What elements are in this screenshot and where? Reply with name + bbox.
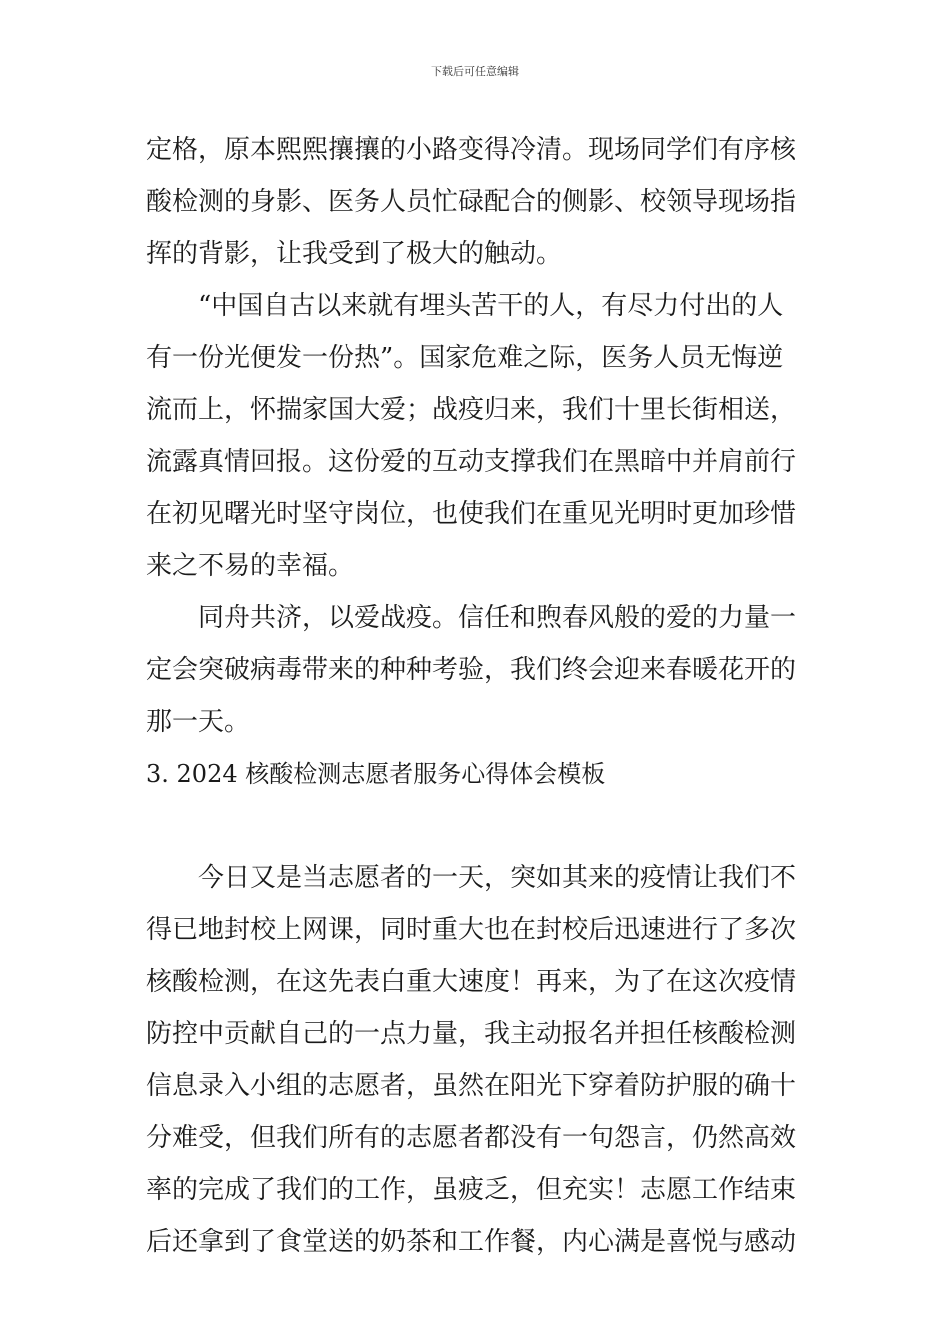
paragraph-3 (146, 592, 816, 748)
text-line: 分难受，但我们所有的志愿者都没有一句怨言，仍然高效 (146, 1123, 797, 1153)
text-line: 信息录入小组的志愿者，虽然在阳光下穿着防护服的确十 (146, 1071, 797, 1101)
text-line: 防控中贡献自己的一点力量，我主动报名并担任核酸检测 (146, 1019, 797, 1049)
paragraph-2 (146, 280, 816, 592)
text-line: 核酸检测，在这先表白重大速度！再来，为了在这次疫情 (146, 967, 797, 997)
document-body (146, 124, 816, 1268)
text-line: 有一份光便发一份热”。国家危难之际，医务人员无悔逆 (146, 343, 784, 373)
text-line: 同舟共济，以爱战疫。信任和煦春风般的爱的力量一 (198, 603, 797, 633)
text-line: 来之不易的幸福。 (146, 551, 355, 581)
page-header-note: 下载后可任意编辑 (431, 65, 519, 78)
text-line: 今日又是当志愿者的一天，突如其来的疫情让我们不 (198, 863, 797, 893)
text-line: 流而上，怀揣家国大爱；战疫归来，我们十里长街相送， (146, 395, 797, 425)
text-line: 酸检测的身影、医务人员忙碌配合的侧影、校领导现场指 (146, 187, 797, 217)
paragraph-1 (146, 124, 816, 280)
text-line: 在初见曙光时坚守岗位，也使我们在重见光明时更加珍惜 (146, 499, 797, 529)
text-line: 定格，原本熙熙攘攘的小路变得冷清。现场同学们有序核 (146, 135, 797, 165)
text-line: 后还拿到了食堂送的奶茶和工作餐，内心满是喜悦与感动 (146, 1227, 797, 1257)
text-line: 那一天。 (146, 707, 251, 737)
text-line: 定会突破病毒带来的种种考验，我们终会迎来春暖花开的 (146, 655, 797, 685)
text-line: 率的完成了我们的工作，虽疲乏，但充实！志愿工作结束 (146, 1175, 797, 1205)
section-heading: 3. 2024 核酸检测志愿者服务心得体会模板 (146, 760, 606, 788)
text-line: 挥的背影，让我受到了极大的触动。 (146, 239, 563, 269)
text-line: 得已地封校上网课，同时重大也在封校后迅速进行了多次 (146, 915, 797, 945)
text-line: “中国自古以来就有埋头苦干的人，有尽力付出的人 (198, 291, 784, 321)
paragraph-4 (146, 852, 816, 1268)
blank-line (146, 800, 816, 852)
text-line: 流露真情回报。这份爱的互动支撑我们在黑暗中并肩前行 (146, 447, 797, 477)
